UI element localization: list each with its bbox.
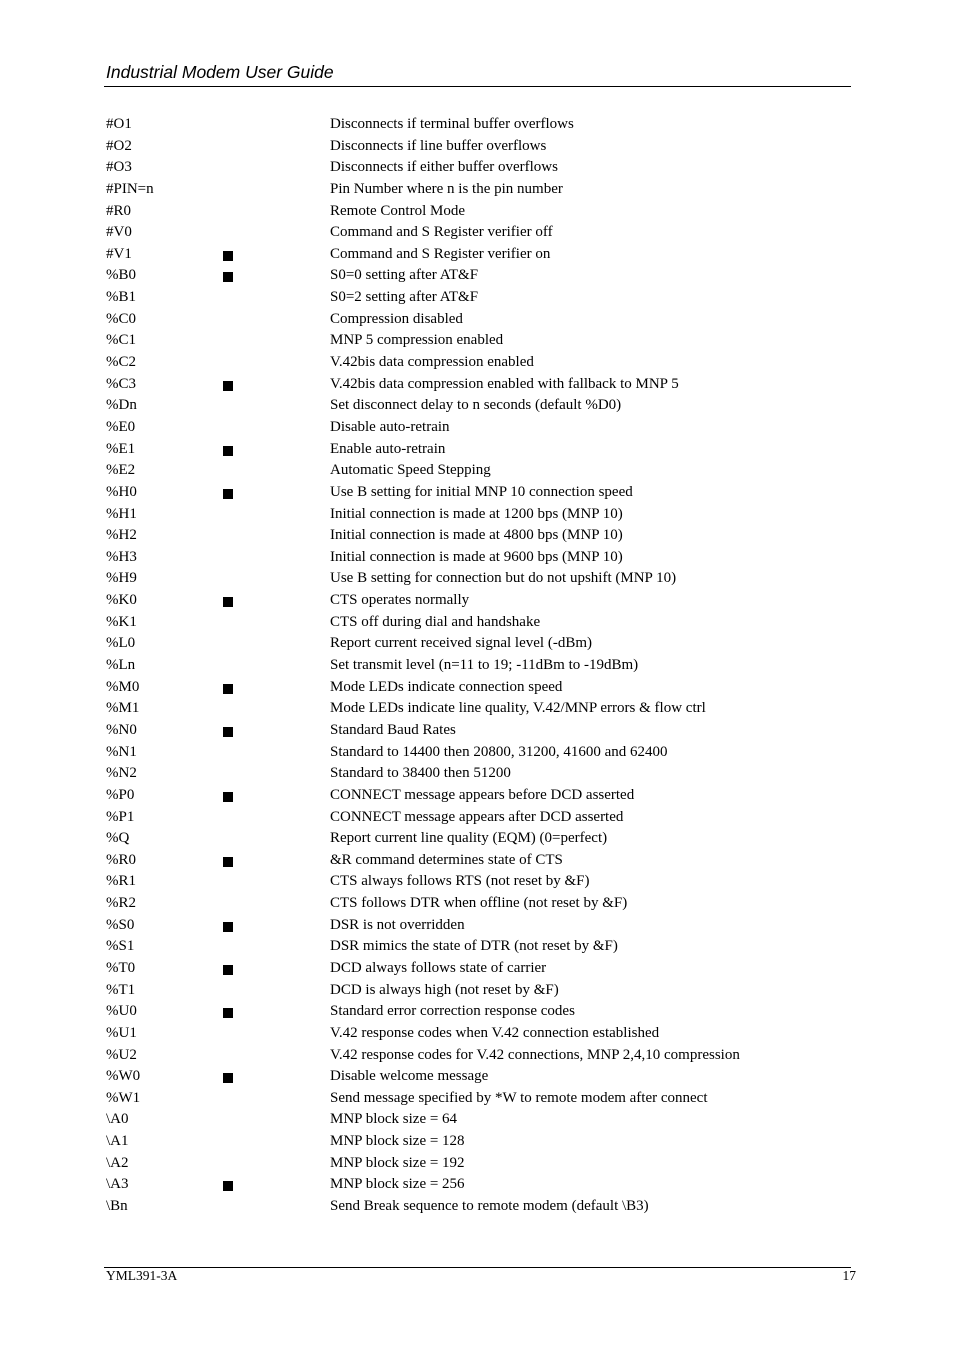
table-row [106,763,806,785]
table-row [106,179,806,201]
command-code: %S0 [106,916,135,933]
command-description: CTS operates normally [330,592,470,609]
page-header-title: Industrial Modem User Guide [106,62,334,82]
table-row [106,893,806,915]
table-row [106,417,806,439]
command-code: %C1 [106,332,136,349]
command-code: %H2 [106,527,137,544]
command-code: %H0 [106,483,137,500]
command-code: #O3 [106,159,132,176]
command-code: %T0 [106,959,136,976]
command-description: CTS follows DTR when offline (not reset by &F) [330,895,628,912]
command-description: Standard to 38400 then 51200 [330,765,511,782]
command-description: V.42bis data compression enabled with fallback to MNP 5 [330,375,679,392]
table-row [106,980,806,1002]
command-description: MNP block size = 256 [330,1176,465,1193]
command-code: %B0 [106,267,136,284]
command-description: V.42 response codes for V.42 connections, MNP 2,4,10 compression [330,1046,740,1063]
footer-page-number: 17 [842,1268,856,1283]
command-code: %R1 [106,873,136,890]
command-code: %Dn [106,397,137,414]
default-square-icon [223,965,233,975]
command-description: DSR mimics the state of DTR (not reset by &F) [330,938,618,955]
command-code: %P0 [106,786,135,803]
command-code: #R0 [106,202,132,219]
table-row [106,958,806,980]
command-code: \Bn [106,1198,128,1215]
command-description: Initial connection is made at 1200 bps (MNP 10) [330,505,623,522]
table-row [106,633,806,655]
command-code: %K0 [106,592,137,609]
command-description: S0=0 setting after AT&F [330,267,479,284]
table-row [106,309,806,331]
command-code: #O1 [106,116,132,132]
command-code: %U1 [106,1024,137,1041]
table-row [106,1174,806,1196]
table-row [106,590,806,612]
table-row [106,1066,806,1088]
command-description: Disconnects if terminal buffer overflows [330,116,574,132]
table-row [106,568,806,590]
command-description: Standard Baud Rates [330,721,456,738]
command-description: Automatic Speed Stepping [330,462,491,479]
table-row [106,785,806,807]
default-square-icon [223,1008,233,1018]
command-code: %C2 [106,354,136,371]
command-code: %S1 [106,938,135,955]
command-description: Compression disabled [330,310,463,327]
default-square-icon [223,792,233,802]
command-code: %C3 [106,375,136,392]
command-code: \A2 [106,1154,129,1171]
command-description: Disconnects if line buffer overflows [330,137,547,154]
command-description: Send Break sequence to remote modem (default \B3) [330,1198,649,1215]
table-row [106,742,806,764]
table-row [106,698,806,720]
command-code: %E0 [106,418,136,435]
command-description: MNP 5 compression enabled [330,332,504,349]
table-row [106,504,806,526]
command-table [106,114,806,1218]
default-square-icon [223,727,233,737]
command-code: %P1 [106,808,135,825]
command-code: %Q [106,830,130,847]
command-description: MNP block size = 192 [330,1154,465,1171]
default-square-icon [223,1181,233,1191]
command-description: Enable auto-retrain [330,440,446,457]
command-code: %N2 [106,765,137,782]
header-divider [104,86,851,87]
command-description: Command and S Register verifier off [330,224,553,241]
command-code: %U2 [106,1046,137,1063]
command-code: #V0 [106,224,132,241]
command-description: CTS off during dial and handshake [330,613,541,630]
command-description: Command and S Register verifier on [330,245,551,262]
default-square-icon [223,597,233,607]
table-row [106,547,806,569]
command-description: S0=2 setting after AT&F [330,289,479,306]
command-description: Set disconnect delay to n seconds (default %D0) [330,397,622,414]
table-row [106,871,806,893]
command-code: \A1 [106,1133,129,1150]
default-square-icon [223,446,233,456]
command-code: %H9 [106,570,137,587]
table-row [106,265,806,287]
table-row [106,850,806,872]
command-description: &R command determines state of CTS [330,851,563,868]
table-row [106,807,806,829]
command-code: %H3 [106,548,137,565]
command-description: DCD is always high (not reset by &F) [330,981,559,998]
table-row [106,1153,806,1175]
command-code: %M1 [106,700,140,717]
table-row [106,395,806,417]
table-row [106,114,806,136]
command-description: Standard error correction response codes [330,1003,575,1020]
command-code: %U0 [106,1003,137,1020]
footer-doc-id: YML391-3A [106,1268,178,1283]
command-description: DSR is not overridden [330,916,465,933]
table-row [106,1023,806,1045]
default-square-icon [223,251,233,261]
table-row [106,720,806,742]
command-code: %R2 [106,895,136,912]
table-row [106,157,806,179]
command-description: Use B setting for initial MNP 10 connection speed [330,483,633,500]
command-code: %N1 [106,743,137,760]
table-row [106,1001,806,1023]
command-code: %B1 [106,289,136,306]
table-row [106,352,806,374]
table-row [106,1045,806,1067]
table-row [106,915,806,937]
command-description: Use B setting for connection but do not upshift (MNP 10) [330,570,677,587]
command-description: Set transmit level (n=11 to 19; -11dBm to -19dBm) [330,657,639,674]
command-description: Disable auto-retrain [330,418,450,435]
table-row [106,936,806,958]
table-row [106,525,806,547]
command-code: %E2 [106,462,136,479]
table-row [106,655,806,677]
table-row [106,828,806,850]
default-square-icon [223,684,233,694]
default-square-icon [223,489,233,499]
command-description: Mode LEDs indicate line quality, V.42/MNP errors & flow ctrl [330,700,706,717]
command-description: Pin Number where n is the pin number [330,180,563,197]
command-description: Mode LEDs indicate connection speed [330,678,563,695]
command-code: %H1 [106,505,137,522]
table-row [106,439,806,461]
command-code: %L0 [106,635,136,652]
command-description: CONNECT message appears after DCD asserted [330,808,624,825]
table-row [106,374,806,396]
command-description: Report current received signal level (-dBm) [330,635,592,652]
table-row [106,1109,806,1131]
default-square-icon [223,381,233,391]
table-row [106,482,806,504]
table-row [106,287,806,309]
default-square-icon [223,1073,233,1083]
command-code: %W0 [106,1068,141,1085]
command-description: Report current line quality (EQM) (0=perfect) [330,830,608,847]
command-description: CONNECT message appears before DCD asserted [330,786,635,803]
default-square-icon [223,857,233,867]
command-description: Send message specified by *W to remote modem after connect [330,1089,708,1106]
command-code: %T1 [106,981,136,998]
default-square-icon [223,922,233,932]
command-description: DCD always follows state of carrier [330,959,547,976]
command-code: %M0 [106,678,140,695]
command-description: Standard to 14400 then 20800, 31200, 41600 and 62400 [330,743,668,760]
table-row [106,136,806,158]
table-row [106,1131,806,1153]
command-code: %W1 [106,1089,141,1106]
table-row [106,244,806,266]
command-description: V.42 response codes when V.42 connection established [330,1024,660,1041]
command-code: #V1 [106,245,132,262]
table-row [106,1088,806,1110]
command-code: %R0 [106,851,136,868]
command-code: %C0 [106,310,136,327]
command-description: V.42bis data compression enabled [330,354,534,371]
command-description: Disable welcome message [330,1068,489,1085]
command-description: MNP block size = 64 [330,1111,458,1128]
table-row [106,460,806,482]
default-square-icon [223,272,233,282]
table-row [106,677,806,699]
command-description: Disconnects if either buffer overflows [330,159,558,176]
command-description: Initial connection is made at 9600 bps (MNP 10) [330,548,623,565]
command-code: \A0 [106,1111,129,1128]
table-row [106,1196,806,1218]
table-row [106,330,806,352]
command-code: %E1 [106,440,136,457]
command-code: %Ln [106,657,136,674]
command-code: #PIN=n [106,180,154,197]
footer-divider [104,1267,851,1268]
command-description: MNP block size = 128 [330,1133,465,1150]
command-code: #O2 [106,137,132,154]
command-code: %N0 [106,721,137,738]
command-description: Initial connection is made at 4800 bps (MNP 10) [330,527,623,544]
command-code: \A3 [106,1176,129,1193]
table-row [106,201,806,223]
command-description: CTS always follows RTS (not reset by &F) [330,873,590,890]
table-row [106,612,806,634]
command-code: %K1 [106,613,137,630]
command-description: Remote Control Mode [330,202,465,219]
table-row [106,222,806,244]
